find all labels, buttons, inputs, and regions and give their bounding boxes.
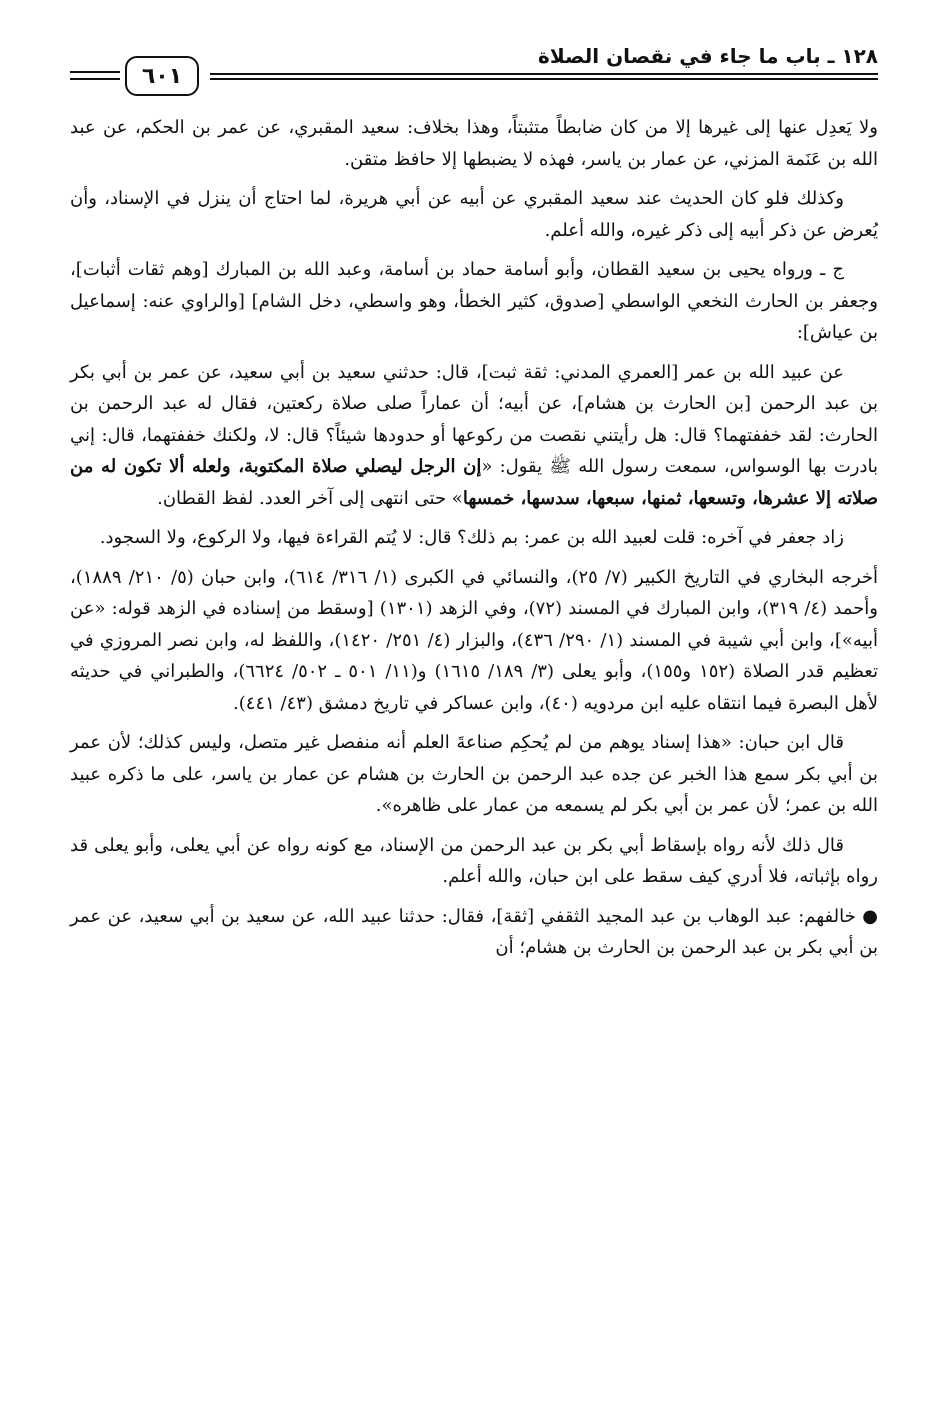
hadith-text: إن الرجل ليصلي صلاة المكتوبة، ولعله ألا تكون له من صلاته إلا عشرها، وتسعها، ثمنها، سبعها، سدسها، خمسها (70, 456, 878, 509)
paragraph: أخرجه البخاري في التاريخ الكبير (٧/ ٢٥)، والنسائي في الكبرى (١/ ٣١٦/ ٦١٤)، وابن حبان (٥/ ٢١٠/ ١٨٨٩)، وأحمد (٤/ ٣١٩)، وابن المبارك في المسند (٧٢)، وفي الزهد (١٣٠١) [وسقط من إسناده في الزهد قوله: «عن أبيه»]، وابن أبي شيبة في المسند (١/ ٢٩٠/ ٤٣٦)، والبزار (٤/ ٢٥١/ ١٤٢٠)، واللفظ له، وابن نصر المروزي في تعظيم قدر الصلاة (١٥٢ و١٥٥)، وأبو يعلى (٣/ ١٨٩/ ١٦١٥) و(١١/ ٥٠١ ـ ٥٠٢/ ٦٦٢٤)، والطبراني في حديثه لأهل البصرة فيما انتقاه عليه ابن مردويه (٤٠)، وابن عساكر في تاريخ دمشق (٤٣/ ٤٤١). (70, 566, 879, 714)
paragraph: ج ـ ورواه يحيى بن سعيد القطان، وأبو أسامة حماد بن أسامة، وعبد الله بن المبارك [وهم ثقات أثبات]، وجعفر بن الحارث النخعي الواسطي [صدوق، كثير الخطأ، وهو واسطي، دخل الشام] [والراوي عنه: إسماعيل بن عياش]: (70, 259, 878, 343)
paragraph: ● خالفهم: عبد الوهاب بن عبد المجيد الثقفي [ثقة]، فقال: حدثنا عبيد الله، عن سعيد بن أبي سعيد، عن عمر بن أبي بكر بن عبد الرحمن بن الحارث بن هشام؛ أن (70, 905, 878, 958)
page-header (70, 40, 878, 98)
page-body (70, 112, 878, 972)
paragraph (70, 357, 878, 515)
paragraph-text: » حتى انتهى إلى آخر العدد. لفظ القطان. (157, 487, 463, 509)
paragraph: زاد جعفر في آخره: قلت لعبيد الله بن عمر: بم ذلك؟ قال: لا يُتم القراءة فيها، ولا الركوع، ولا السجود. (99, 527, 844, 548)
header-ornament-line (70, 71, 120, 73)
header-rule (210, 78, 878, 80)
paragraph: قال ذلك لأنه رواه بإسقاط أبي بكر بن عبد الرحمن من الإسناد، مع كونه رواه عن أبي يعلى، وأبو يعلى قد رواه بإثباته، فلا أدري كيف سقط على ابن حبان، والله أعلم. (70, 834, 878, 887)
paragraph-text: عن عبيد الله بن عمر [العمري المدني: ثقة ثبت]، قال: حدثني سعيد بن أبي سعيد، عن عمر بن أبي بكر بن عبد الرحمن [بن الحارث بن هشام]، عن أبيه؛ أن عماراً صلى صلاة ركعتين، فقال له عبد الرحمن بن الحارث: لقد خففتهما؟ قال: هل رأيتني نقصت من ركوعها أو حدودها شيئاً؟ قال: لا، ولكنك خففتهما، قال: إني بادرت بها الوسواس، سمعت رسول الله ﷺ يقول: « (70, 361, 878, 477)
header-ornament-line (70, 78, 120, 80)
page-number: ٦٠١ (125, 56, 199, 96)
paragraph: قال ابن حبان: «هذا إسناد يوهم من لم يُحكِم صناعةَ العلم أنه منفصل غير متصل، وليس كذلك؛ لأن عمر بن أبي بكر سمع هذا الخبر عن جده عبد الرحمن بن الحارث بن هشام عن عمار بن ياسر، على ما ذكره عبيد الله بن عمر؛ لأن عمر بن أبي بكر لم يسمعه من عمار على ظاهره». (70, 732, 878, 816)
header-rule (210, 73, 878, 75)
chapter-title: ١٢٨ ـ باب ما جاء في نقصان الصلاة (538, 44, 878, 68)
paragraph: وكذلك فلو كان الحديث عند سعيد المقبري عن أبيه عن أبي هريرة، لما احتاج أن ينزل في الإسناد، وأن يُعرض عن ذكر أبيه إلى ذكر غيره، والله أعلم. (70, 188, 878, 241)
paragraph: ولا يَعدِل عنها إلى غيرها إلا من كان ضابطاً متثبتاً، وهذا بخلاف: سعيد المقبري، عن عمر بن الحكم، عن عبد الله بن عَنَمة المزني، عن عمار بن ياسر، فهذه لا يضبطها إلا حافظ متقن. (70, 117, 878, 170)
